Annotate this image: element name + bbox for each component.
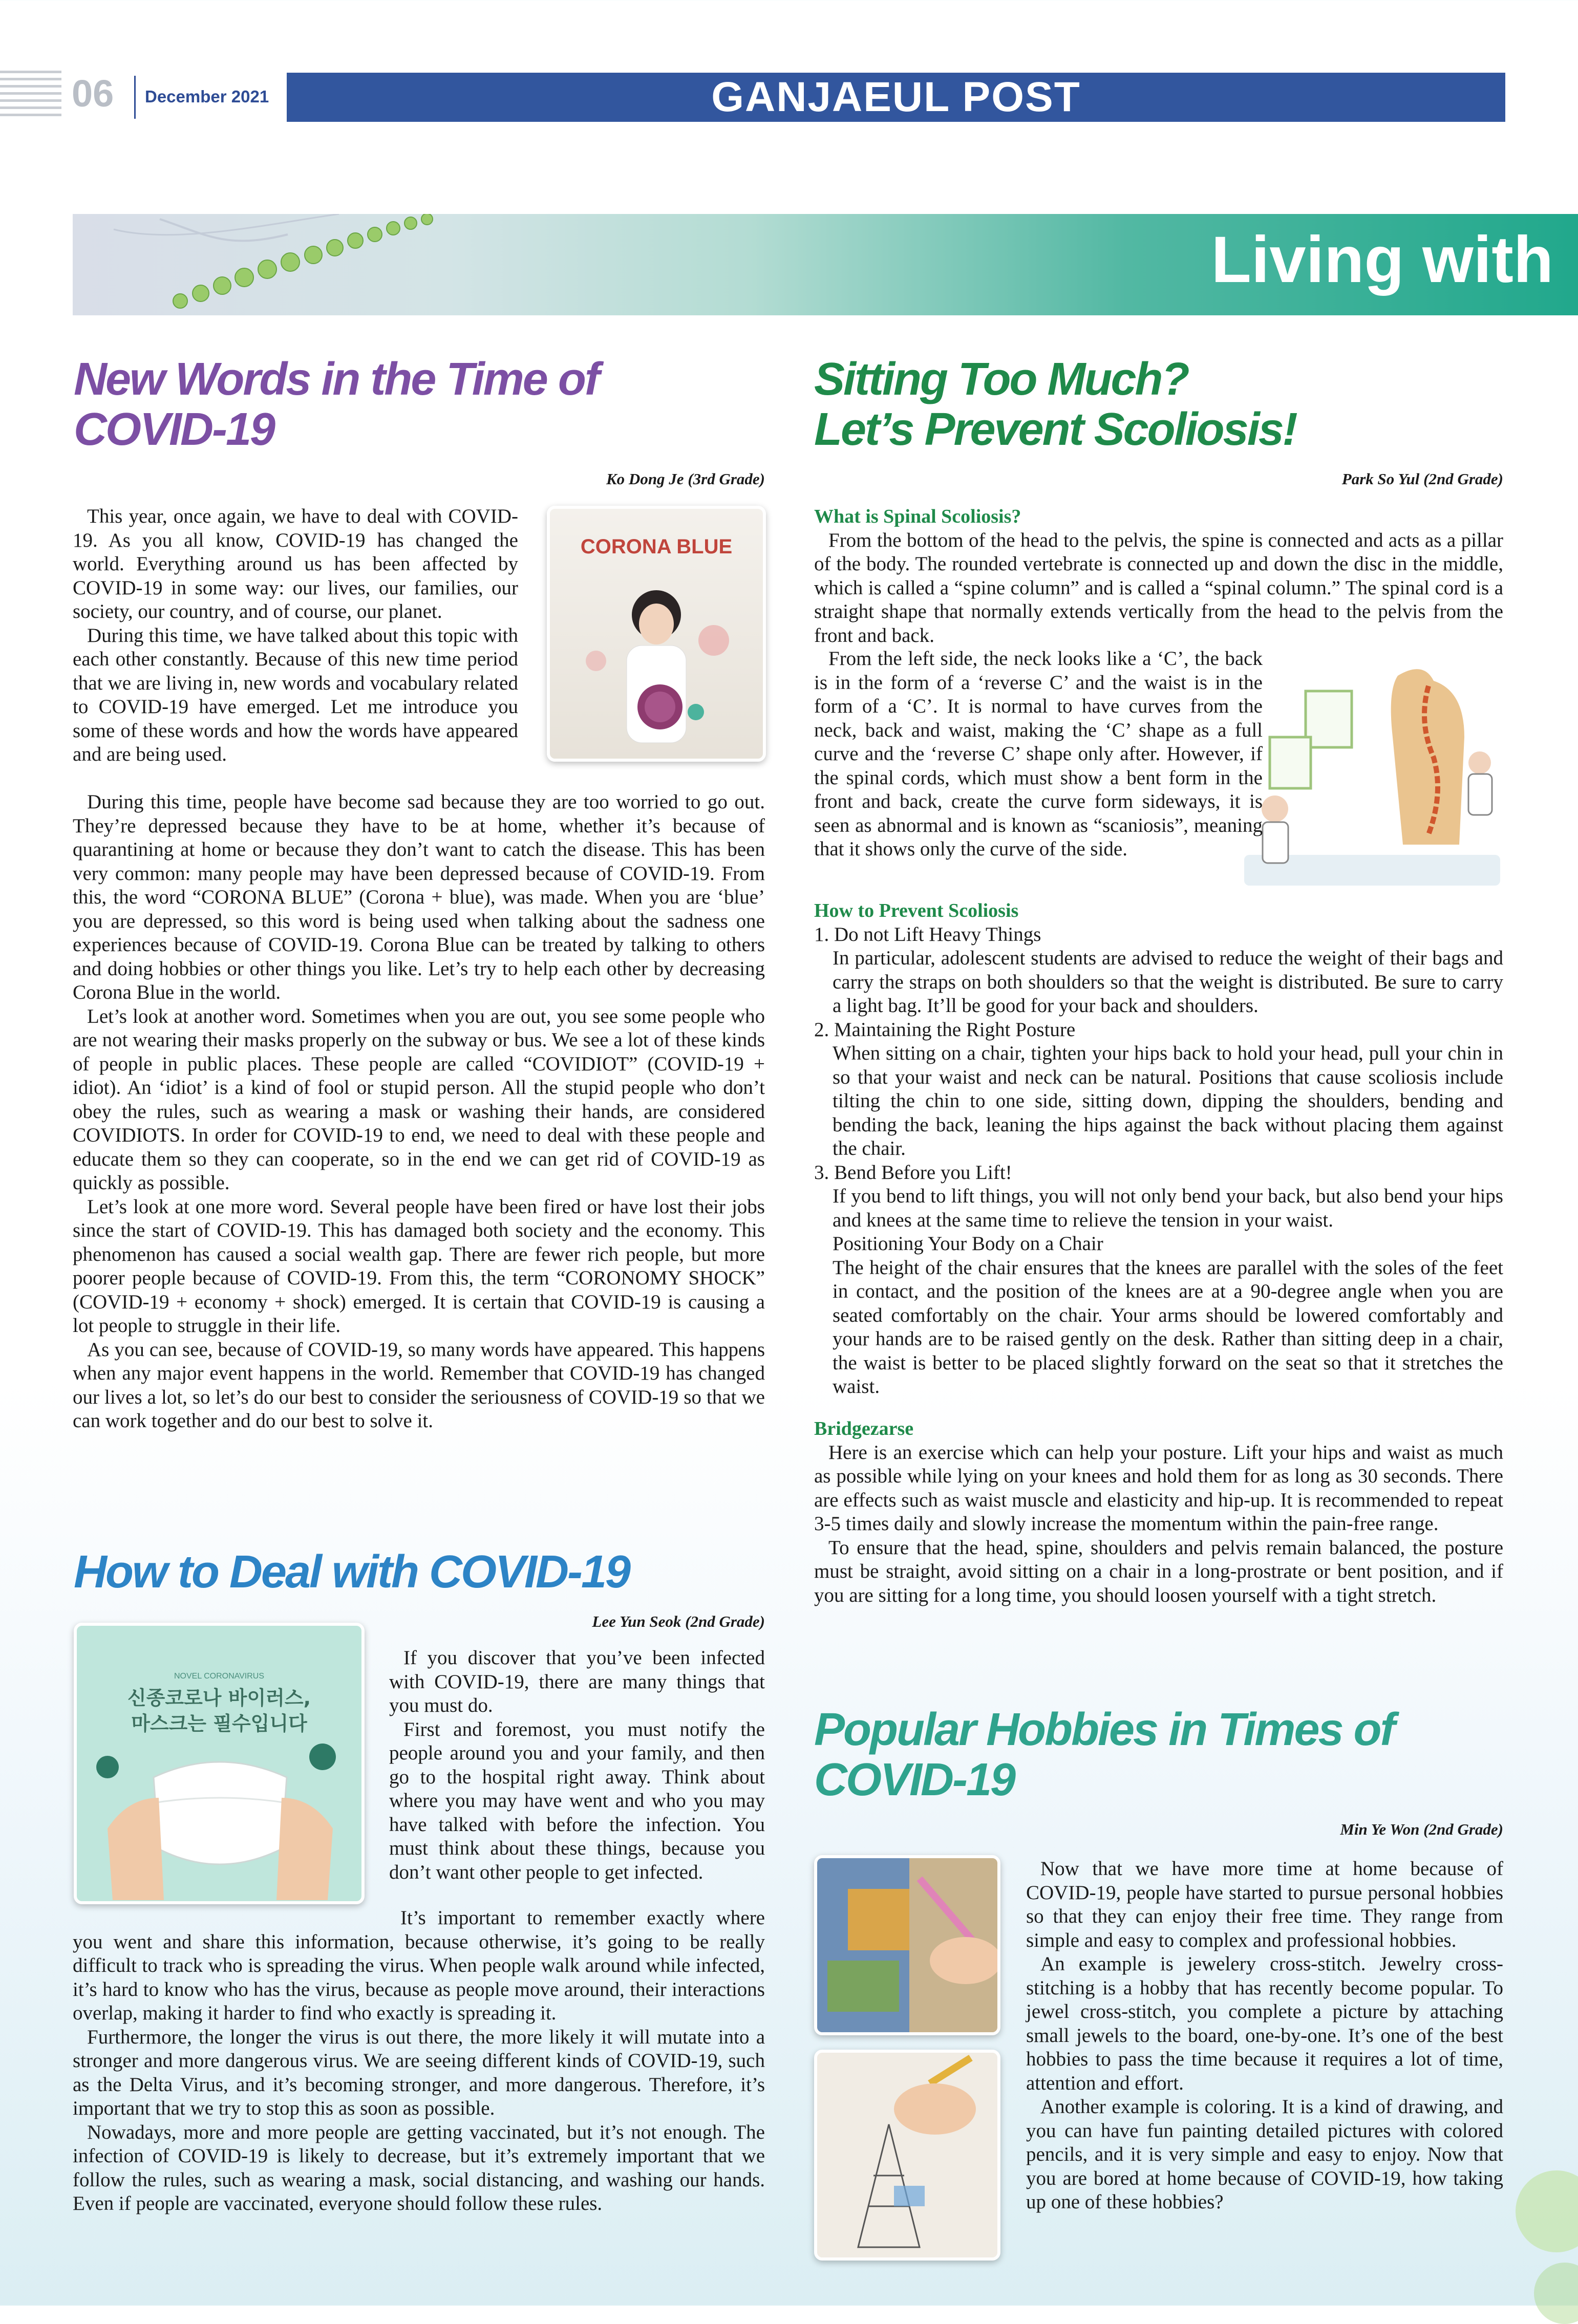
poster-small-label: NOVEL CORONAVIRUS (174, 1672, 265, 1681)
article3-part1 (814, 505, 1503, 648)
face-mask-illustration (77, 1736, 361, 1904)
paragraph: During this time, we have talked about this topic with each other constantly. Because of this new time period that we are living in, new words and vocabulary related to COVID-19 have emerged. Let me introduce you some of these words and how the words have appeared and are being used. (73, 624, 518, 765)
list-text: The height of the chair ensures that the knees are parallel with the soles of the feet in contact, and the position of the knees are at a 90-degree angle when you are seated comfortably on the chair. Your arms should be lowered comfortably and your hands are to be raised gently on the desk. Rather than sitting deep in a chair, the waist is better to be placed slightly forward on the seat so that it stretches the waist. (833, 1256, 1503, 1397)
paragraph: Here is an exercise which can help your posture. Lift your hips and waist as much as possible while lying on your knees and hold them for as long as 30 seconds. There are effects such as waist muscle and elasticity and hip-up. It is recommended to repeat 3-5 times daily and slowly increase the momentum within the pain-free range. (814, 1441, 1503, 1535)
article-author: Lee Yun Seok (2nd Grade) (592, 1612, 765, 1630)
paragraph: From the bottom of the head to the pelvis, the spine is connected and acts as a pillar of the body. The rounded vertebrate is connected up and down the disc in the middle, which is called a “spine column” and is called a “spinal column.” The spinal cord is a straight shape that normally extends vertically from the head to the pelvis from the front and back. (814, 529, 1503, 647)
paragraph: Nowadays, more and more people are getting vaccinated, but it’s not enough. The infection of COVID-19 is likely to decrease, but it’s extremely important that we follow the rules, such as wearing a mask, social distancing, and washing our hands. Even if people are vaccinated, everyone should follow these rules. (73, 2121, 765, 2214)
paragraph: As you can see, because of COVID-19, so many words have appeared. This happens when any major event happens in the world. Remember that COVID-19 has changed our lives a lot, so let’s do our best to consider the seriousness of COVID-19 so that we can work together and do our best to solve it. (73, 1338, 765, 1432)
paragraph: Furthermore, the longer the virus is out there, the more likely it will mutate into a stronger and more dangerous virus. We are seeing different kinds of COVID-19, such as the Delta Virus, and it’s becoming stronger, and more dangerous. Therefore, it’s important that we try to stop this as soon as possible. (73, 2026, 765, 2119)
jewel-cross-stitch-photo (814, 1855, 1000, 2035)
article-author: Park So Yul (2nd Grade) (1341, 470, 1503, 488)
article-author: Min Ye Won (2nd Grade) (1340, 1820, 1503, 1838)
list-heading: 1. Do not Lift Heavy Things (814, 923, 1041, 945)
article-title-scoliosis: Sitting Too Much? Let’s Prevent Scoliosis! (814, 354, 1296, 455)
list-heading: 2. Maintaining the Right Posture (814, 1018, 1076, 1041)
virus-chain-illustration (73, 214, 585, 315)
coloring-illustration (817, 2053, 997, 2257)
publication-title: GANJAEUL POST (711, 74, 1081, 120)
article1-intro (73, 505, 518, 767)
worried-woman-illustration (550, 558, 763, 762)
article2-intro (389, 1646, 765, 1884)
list-text: In particular, adolescent students are advised to reduce the weight of their bags and carry the straps on both shoulders so that the weight is distributed. Be sure to carry a light bag. It’ll be good for your back and shoulders. (833, 947, 1503, 1017)
paragraph: This year, once again, we have to deal with COVID-19. As you all know, COVID-19 has changed the world. Everything around us has been affected by COVID-19 in some way: our lives, our families, our society, our country, and of course, our planet. (73, 505, 518, 622)
subheading-bridgezarse: Bridgezarse (814, 1418, 914, 1439)
paragraph: From the left side, the neck looks like a ‘C’, the back is in the form of a ‘reverse C’ and the waist is in the form of a ‘C’. It is normal to have curves from the neck, back and waist, making the ‘C’ shape as a full curve and the ‘reverse C’ shape only after. However, if the spinal cords, which must show a bent form in the front and back, create the curve form sideways, it is seen as abnormal and is known as “scaniosis”, meaning that it shows only the curve of the side. (814, 648, 1263, 860)
list-text: If you bend to lift things, you will not only bend your back, but also bend your hips and knees at the same time to relieve the tension in your waist. (833, 1185, 1503, 1231)
header-decorative-lines (0, 71, 61, 122)
header-divider (134, 76, 136, 119)
paragraph: To ensure that the head, spine, shoulders and pelvis remain balanced, the posture must be straight, avoid sitting on a chair in a long-prostrate or bent position, and if you are sitting for a long time, you should loosen yourself with a tight stretch. (814, 1536, 1503, 1606)
article3-part3 (814, 1417, 1503, 1607)
paragraph: Let’s look at one more word. Several people have been fired or have lost their jobs since the start of COVID-19. This has damaged both society and the economy. This phenomenon has caused a social wealth gap. There are fewer rich people, but more poorer people because of COVID-19. From this, the term “CORONOMY SHOCK” (COVID-19 + economy + shock) emerged. It is certain that COVID-19 is causing a lot people to struggle in their life. (73, 1195, 765, 1337)
page-number: 06 (72, 72, 114, 115)
article3-list (814, 899, 1503, 1399)
decorative-bubble (1534, 2263, 1578, 2324)
list-text: When sitting on a chair, tighten your hips back to hold your head, pull your chin in so that your waist and neck can be natural. Positions that cause scoliosis include tilting the chin to one side, sitting down, dipping the shoulders, bending and bending the back, leaning the hips against the back without placing them against the chair. (833, 1042, 1503, 1159)
article2-body (73, 1906, 765, 2216)
paragraph: If you discover that you’ve been infected with COVID-19, there are many things that you must do. (389, 1647, 765, 1716)
paragraph: Another example is coloring. It is a kind of drawing, and you can have fun painting detailed pictures with colored pencils, and it is very simple and easy to enjoy. Now that you are bored at home because of COVID-19, how taking up one of these hobbies? (1026, 2096, 1503, 2213)
article-title-how-to-deal: How to Deal with COVID-19 (74, 1546, 630, 1598)
spine-illustration (1239, 660, 1505, 896)
list-heading: Positioning Your Body on a Chair (833, 1233, 1103, 1255)
coloring-photo (814, 2050, 1000, 2261)
paragraph: An example is jewelery cross-stitch. Jewelry cross-stitching is a hobby that has recently become popular. To jewel cross-stitch, you complete a picture by attaching small jewels to the board, one-by-one. It’s one of the best hobbies to pass the time because it requires a lot of time, attention and effort. (1026, 1953, 1503, 2094)
article1-body (73, 790, 765, 1433)
paragraph: First and foremost, you must notify the people around you and your family, and then go to the hospital right away. Think about where you may have went and who you may have talked with before the infection. You must think about these things, because you don’t want other people to get infected. (389, 1718, 765, 1883)
paragraph: It’s important to remember exactly where you went and share this information, because otherwise, it’s going to be really difficult to track who is spreading the virus. When people walk around while infected, it’s hard to know who has the virus, because as people move around, their interactions overlap, making it harder to find who exactly is spreading it. (73, 1907, 765, 2024)
paragraph: During this time, people have become sad because they are too worried to go out. They’re depressed because they have to be at home, whether it’s because of quarantining at home or because they don’t want to catch the disease. This has been very common: many people may have been depressed because of COVID-19. From this, the word “CORONA BLUE” (Corona + blue), was made. When you are ‘blue’ you are depressed, so this word is being used when talking about the sadness one experiences because of COVID-19. Corona Blue can be treated by talking to others and doing hobbies or other things you like. Let’s try to help each other by decreasing Corona Blue in the world. (73, 791, 765, 1003)
decorative-bubble (1516, 2170, 1578, 2252)
article4-body (1026, 1857, 1503, 2214)
paragraph: Now that we have more time at home because of COVID-19, people have started to pursue personal hobbies so that they can enjoy their free time. They range from simple and easy to complex and professional hobbies. (1026, 1858, 1503, 1951)
article3-part2 (814, 647, 1263, 862)
issue-date: December 2021 (145, 87, 269, 106)
spine-doctor-illustration (1239, 660, 1505, 896)
article-title-hobbies: Popular Hobbies in Times of COVID-19 (814, 1704, 1394, 1805)
subheading-prevent-scoliosis: How to Prevent Scoliosis (814, 900, 1019, 921)
mask-poster-image (74, 1623, 365, 1904)
book-title: CORONA BLUE (580, 535, 733, 558)
subheading-what-is-scoliosis: What is Spinal Scoliosis? (814, 506, 1021, 527)
list-heading: 3. Bend Before you Lift! (814, 1161, 1012, 1183)
article-title-new-words: New Words in the Time of COVID-19 (74, 354, 599, 455)
corona-blue-book-cover (547, 506, 766, 762)
cross-stitch-illustration (817, 1858, 997, 2032)
poster-headline: 신종코로나 바이러스, 마스크는 필수입니다 (127, 1687, 311, 1735)
article-author: Ko Dong Je (3rd Grade) (606, 470, 765, 488)
paragraph: Let’s look at another word. Sometimes when you are out, you see some people who are not wearing their masks properly on the subway or bus. We see a lot of these kinds of people in public places. These people are called “COVIDIOT” (COVID-19 + idiot). An ‘idiot’ is a kind of fool or stupid person. All the stupid people who don’t obey the rules, such as wearing a mask or washing their hands, are considered COVIDIOTS. In order for COVID-19 to end, we need to deal with these people and educate them so they can cooperate, so in the end we can get rid of COVID-19 as quickly as possible. (73, 1005, 765, 1194)
banner-title: Living with (1211, 223, 1553, 296)
